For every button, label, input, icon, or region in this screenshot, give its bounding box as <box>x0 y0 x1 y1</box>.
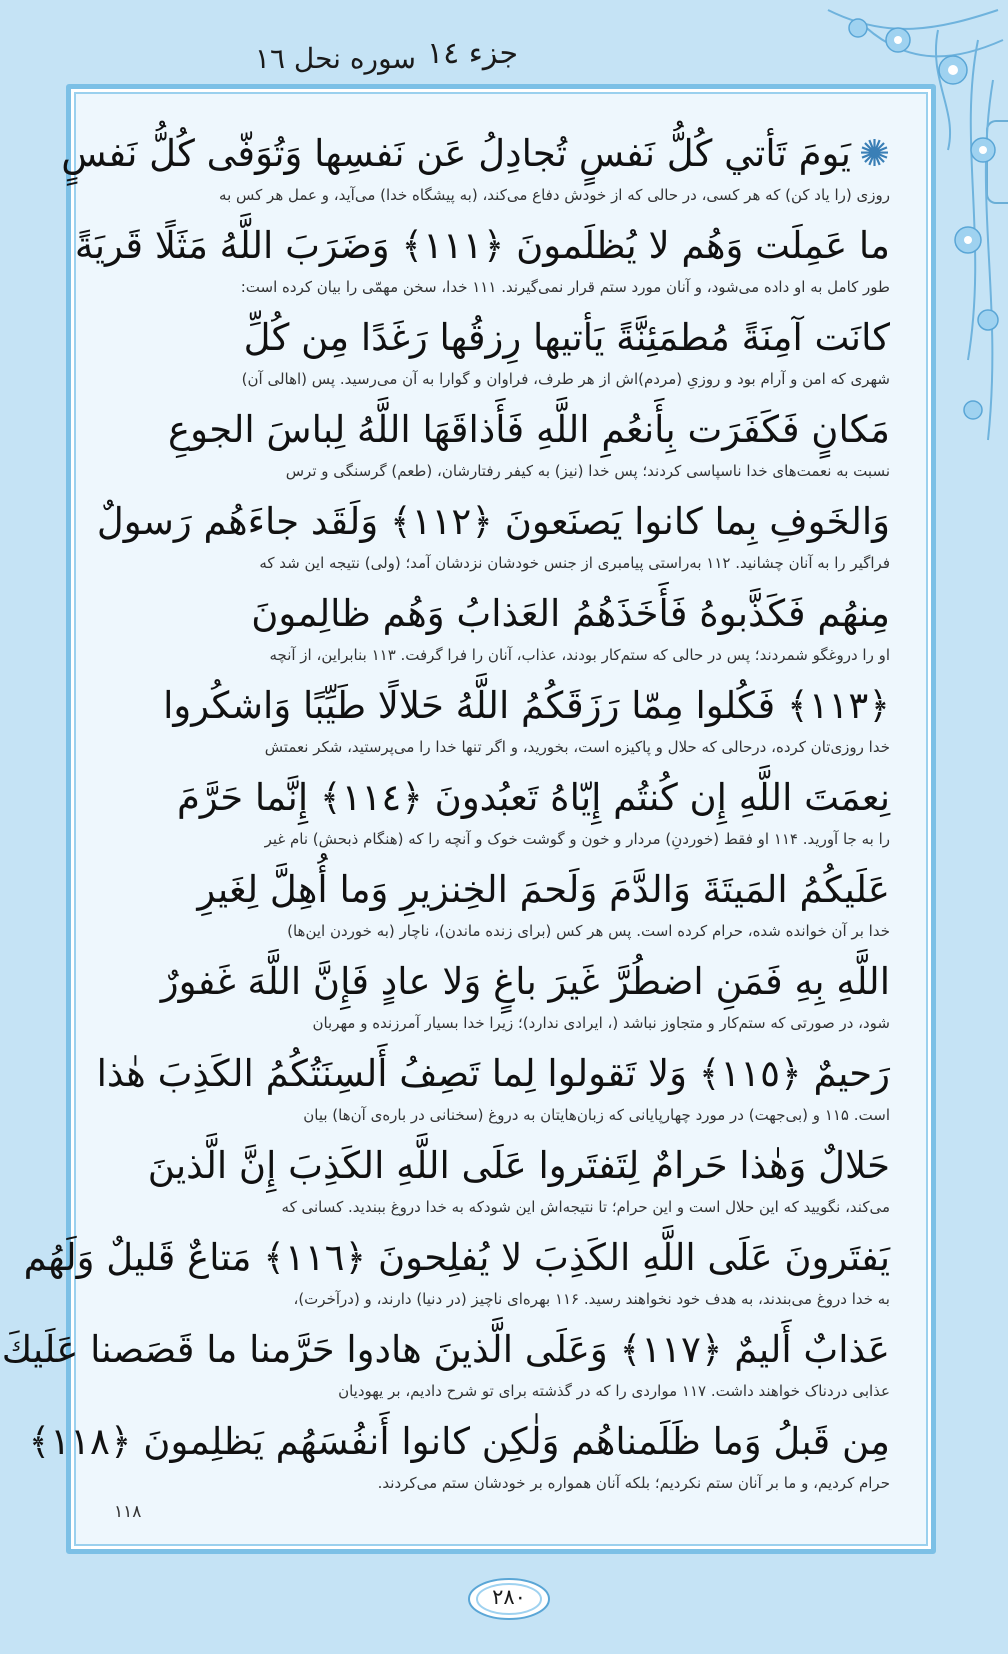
verse-line: حَلالٌ وَهٰذا حَرامٌ لِتَفتَروا عَلَى اللَّهِ الكَذِبَ إِنَّ الَّذينَ <box>147 1144 890 1187</box>
verse-line: مَكانٍ فَكَفَرَت بِأَنعُمِ اللَّهِ فَأَذاقَهَا اللَّهُ لِباسَ الجوعِ <box>168 408 890 451</box>
page-number-badge <box>466 1576 552 1622</box>
translation-line: عذابی دردناک خواهند داشت. ۱۱۷ مواردی را که در گذشته برای تو شرح دادیم، بر یهودیان <box>338 1382 890 1400</box>
verse-line: عَذابٌ أَليمٌ ﴿١١٧﴾ وَعَلَى الَّذينَ هادوا حَرَّمنا ما قَصَصنا عَلَيكَ <box>1 1328 890 1371</box>
verse-line: ﴿١١٣﴾ فَكُلوا مِمّا رَزَقَكُمُ اللَّهُ حَلالًا طَيِّبًا وَاشكُروا <box>163 684 890 727</box>
juz-label: جزء ١٤ <box>427 36 518 71</box>
verse-line: عَلَيكُمُ المَيتَةَ وَالدَّمَ وَلَحمَ الخِنزيرِ وَما أُهِلَّ لِغَيرِ <box>197 868 890 911</box>
verse-line: مِن قَبلُ وَما ظَلَمناهُم وَلٰكِن كانوا أَنفُسَهُم يَظلِمونَ ﴿١١٨﴾ <box>28 1420 890 1463</box>
translation-line: را به جا آورید. ۱۱۴ او فقط (خوردنِ) مردار و خون و گوشت خوک و آنچه را که (هنگام ذبحش) نام غیر <box>264 830 890 848</box>
translation-line: به خدا دروغ می‌بندند، به هدف خود نخواهند رسید. ۱۱۶ بهره‌ای ناچیز (در دنیا) دارند، و (درآخرت)، <box>293 1290 890 1308</box>
translation-line: شود، در صورتی که ستم‌کار و متجاوز نباشد (، ایرادی ندارد)؛ زیرا خدا بسیار آمرزنده و مهربان <box>312 1014 890 1032</box>
page-number: ۲۸۰ <box>492 1585 526 1609</box>
translation-line: طور کامل به او داده می‌شود، و آنان مورد ستم قرار نمی‌گیرند. ۱۱۱ خدا، سخن مهمّی را بیان کرده است: <box>240 278 890 296</box>
eight-point-star-icon: ✺ <box>858 132 890 175</box>
side-tab-edge <box>986 120 1008 204</box>
page-header <box>0 28 1008 88</box>
verse-line <box>61 128 890 180</box>
surah-label: سوره نحل ١٦ <box>254 42 416 75</box>
translation-line: شهری که امن و آرام بود و روزیِ (مردم)اش از هر طرف، فراوان و گوارا به آن می‌رسید. پس (اهالی آن) <box>241 370 890 388</box>
translation-line: خدا روزی‌تان کرده، درحالی که حلال و پاکیزه است، بخورید، و اگر تنها خدا را می‌پرستید، شکر نعمتش <box>264 738 890 756</box>
translation-line: حرام کردیم، و ما بر آنان ستم نکردیم؛ بلکه آنان همواره بر خودشان ستم می‌کردند. <box>377 1474 890 1492</box>
verse-line: ما عَمِلَت وَهُم لا يُظلَمونَ ﴿١١١﴾ وَضَرَبَ اللَّهُ مَثَلًا قَريَةً <box>74 224 890 267</box>
translation-line: است. ۱۱۵ و (بی‌جهت) در مورد چهارپایانی که زبان‌هایتان به دروغ (سخنانی در باره‌ی آن‌ها) بیان <box>303 1106 890 1124</box>
verse-text: يَومَ تَأتي كُلُّ نَفسٍ تُجادِلُ عَن نَفسِها وَتُوَفّى كُلُّ نَفسٍ <box>61 132 851 175</box>
translation-line: فراگیر را به آنان چشانید. ۱۱۲ به‌راستی پیامبری از جنس خودشان نزدشان آمد؛ (ولی) نتیجه این شد که <box>259 554 890 572</box>
verse-line: اللَّهِ بِهِ فَمَنِ اضطُرَّ غَيرَ باغٍ وَلا عادٍ فَإِنَّ اللَّهَ غَفورٌ <box>160 960 890 1003</box>
translation-line: خدا بر آن خوانده شده، حرام کرده است. پس هر کس (برای زنده ماندن)، ناچار (به خوردن این‌ها) <box>287 922 890 940</box>
verse-line: رَحيمٌ ﴿١١٥﴾ وَلا تَقولوا لِما تَصِفُ أَلسِنَتُكُمُ الكَذِبَ هٰذا <box>96 1052 890 1095</box>
last-verse-number: ۱۱۸ <box>114 1502 142 1522</box>
verses-block <box>1 128 890 1508</box>
verse-line: وَالخَوفِ بِما كانوا يَصنَعونَ ﴿١١٢﴾ وَلَقَد جاءَهُم رَسولٌ <box>96 500 890 543</box>
verse-line: نِعمَتَ اللَّهِ إِن كُنتُم إِيّاهُ تَعبُدونَ ﴿١١٤﴾ إِنَّما حَرَّمَ <box>176 776 890 819</box>
translation-line: می‌کند، نگویید که این حلال است و این حرام؛ تا نتیجه‌اش این شودکه به خدا دروغ ببندید. کسانی که <box>281 1198 890 1216</box>
translation-line: نسبت به نعمت‌های خدا ناسپاسی کردند؛ پس خدا (نیز) به کیفر رفتارشان، (طعم) گرسنگی و ترس <box>285 462 890 480</box>
translation-line: روزی (را یاد کن) که هر کسی، در حالی که از خودش دفاع می‌کند، (به پیشگاه خدا) می‌آید، و عمل هر کس به <box>219 186 890 204</box>
verse-line: مِنهُم فَكَذَّبوهُ فَأَخَذَهُمُ العَذابُ وَهُم ظالِمونَ <box>251 592 890 635</box>
translation-line: او را دروغگو شمردند؛ پس در حالی که ستم‌کار بودند، عذاب، آنان را فرا گرفت. ۱۱۳ بنابراین، از آنچه <box>269 646 890 664</box>
verse-line: كانَت آمِنَةً مُطمَئِنَّةً يَأتيها رِزقُها رَغَدًا مِن كُلِّ <box>243 316 890 359</box>
verse-line: يَفتَرونَ عَلَى اللَّهِ الكَذِبَ لا يُفلِحونَ ﴿١١٦﴾ مَتاعٌ قَليلٌ وَلَهُم <box>23 1236 890 1279</box>
